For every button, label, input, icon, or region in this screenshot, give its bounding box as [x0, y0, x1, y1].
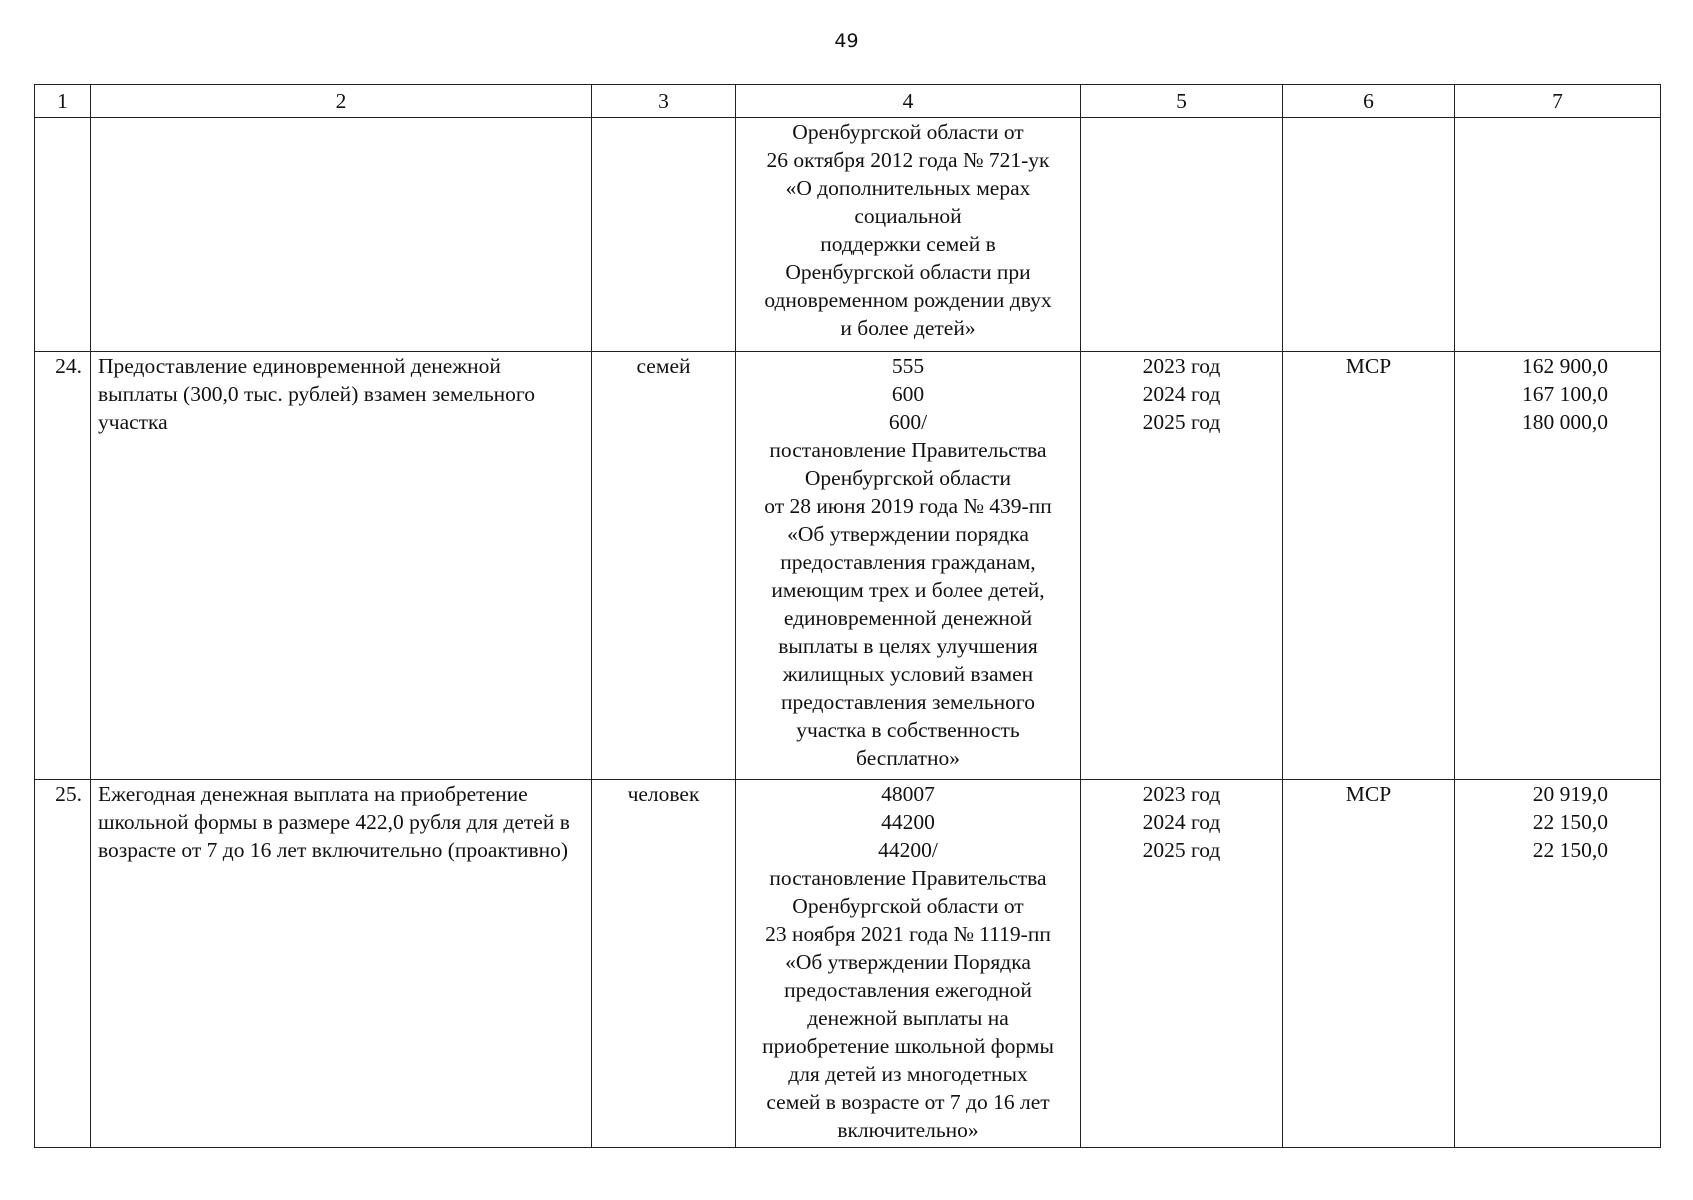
basis-line: 26 октября 2012 года № 721-ук — [766, 148, 1050, 172]
cell-name — [91, 118, 592, 352]
cell-num — [35, 118, 91, 352]
cell-amounts — [1455, 352, 1661, 780]
basis-line: 44200 — [881, 810, 935, 834]
cell-executor: МСР — [1283, 352, 1455, 780]
cell-years — [1081, 780, 1283, 1148]
basis-line: семей в возрасте от 7 до 16 лет — [766, 1090, 1050, 1114]
cell-basis — [736, 118, 1081, 352]
basis-line: включительно» — [837, 1118, 979, 1142]
column-header-1: 1 — [35, 85, 91, 118]
basis-line: Оренбургской области — [804, 466, 1012, 490]
cell-unit: семей — [592, 352, 736, 780]
basis-line: от 28 июня 2019 года № 439-пп — [764, 494, 1052, 518]
column-header-4: 4 — [736, 85, 1081, 118]
amount-line: 22 150,0 — [1532, 810, 1608, 834]
year-line: 2024 год — [1142, 382, 1221, 406]
cell-years — [1081, 118, 1283, 352]
basis-line: 600/ — [888, 410, 928, 434]
basis-line: приобретение школьной формы — [762, 1034, 1054, 1058]
basis-line: Оренбургской области от — [792, 894, 1024, 918]
cell-amounts — [1455, 780, 1661, 1148]
basis-line: участка в собственность — [796, 718, 1020, 742]
cell-basis — [736, 780, 1081, 1148]
basis-line: бесплатно» — [856, 746, 960, 770]
basis-line: денежной выплаты на — [807, 1006, 1009, 1030]
cell-name: Ежегодная денежная выплата на приобретение школьной формы в размере 422,0 рубля для детей в возрасте от 7 до 16 лет включительно (проактивно) — [91, 780, 592, 1148]
year-line: 2023 год — [1142, 782, 1221, 806]
year-line: 2023 год — [1142, 354, 1221, 378]
basis-line: предоставления ежегодной — [784, 978, 1032, 1002]
amount-line: 22 150,0 — [1532, 838, 1608, 862]
amount-line: 167 100,0 — [1522, 382, 1608, 406]
amount-line: 20 919,0 — [1532, 782, 1608, 806]
page-number: 49 — [834, 30, 859, 52]
header-row — [35, 85, 1661, 118]
basis-line: 44200/ — [878, 838, 938, 862]
column-header-2: 2 — [91, 85, 592, 118]
basis-line: 48007 — [881, 782, 935, 806]
cell-num: 24. — [35, 352, 91, 780]
amount-line: 180 000,0 — [1522, 410, 1608, 434]
column-header-5: 5 — [1081, 85, 1283, 118]
year-line: 2025 год — [1142, 838, 1221, 862]
cell-amounts — [1455, 118, 1661, 352]
cell-unit: человек — [592, 780, 736, 1148]
basis-line: социальной — [854, 204, 962, 228]
amount-line: 162 900,0 — [1522, 354, 1608, 378]
cell-name: Предоставление единовременной денежной выплаты (300,0 тыс. рублей) взамен земельного участка — [91, 352, 592, 780]
basis-line: имеющим трех и более детей, — [771, 578, 1045, 602]
column-header-6: 6 — [1283, 85, 1455, 118]
basis-line: и более детей» — [840, 316, 976, 340]
cell-basis — [736, 352, 1081, 780]
basis-line: для детей из многодетных — [788, 1062, 1028, 1086]
basis-line: постановление Правительства — [769, 866, 1047, 890]
cell-executor: МСР — [1283, 780, 1455, 1148]
basis-line: одновременном рождении двух — [764, 288, 1052, 312]
basis-line: «Об утверждении Порядка — [785, 950, 1031, 974]
basis-line: жилищных условий взамен — [782, 662, 1034, 686]
cell-unit — [592, 118, 736, 352]
column-header-7: 7 — [1455, 85, 1661, 118]
basis-line: поддержки семей в — [820, 232, 996, 256]
basis-line: 23 ноября 2021 года № 1119-пп — [765, 922, 1051, 946]
table-row-24 — [35, 352, 1661, 780]
basis-line: Оренбургской области от — [792, 120, 1024, 144]
table-row-25 — [35, 780, 1661, 1148]
cell-num: 25. — [35, 780, 91, 1148]
basis-line: постановление Правительства — [769, 438, 1047, 462]
basis-line: «О дополнительных мерах — [785, 176, 1031, 200]
cell-years — [1081, 352, 1283, 780]
basis-line: предоставления земельного — [781, 690, 1035, 714]
basis-line: предоставления гражданам, — [780, 550, 1036, 574]
year-line: 2024 год — [1142, 810, 1221, 834]
cell-executor — [1283, 118, 1455, 352]
table-row-continuation — [35, 118, 1661, 352]
basis-line: «Об утверждении порядка — [787, 522, 1029, 546]
basis-line: 555 — [891, 354, 925, 378]
basis-line: единовременной денежной — [783, 606, 1033, 630]
basis-line: выплаты в целях улучшения — [778, 634, 1038, 658]
column-header-3: 3 — [592, 85, 736, 118]
basis-line: 600 — [891, 382, 925, 406]
basis-line: Оренбургской области при — [785, 260, 1031, 284]
measures-table — [34, 84, 1661, 1148]
year-line: 2025 год — [1142, 410, 1221, 434]
